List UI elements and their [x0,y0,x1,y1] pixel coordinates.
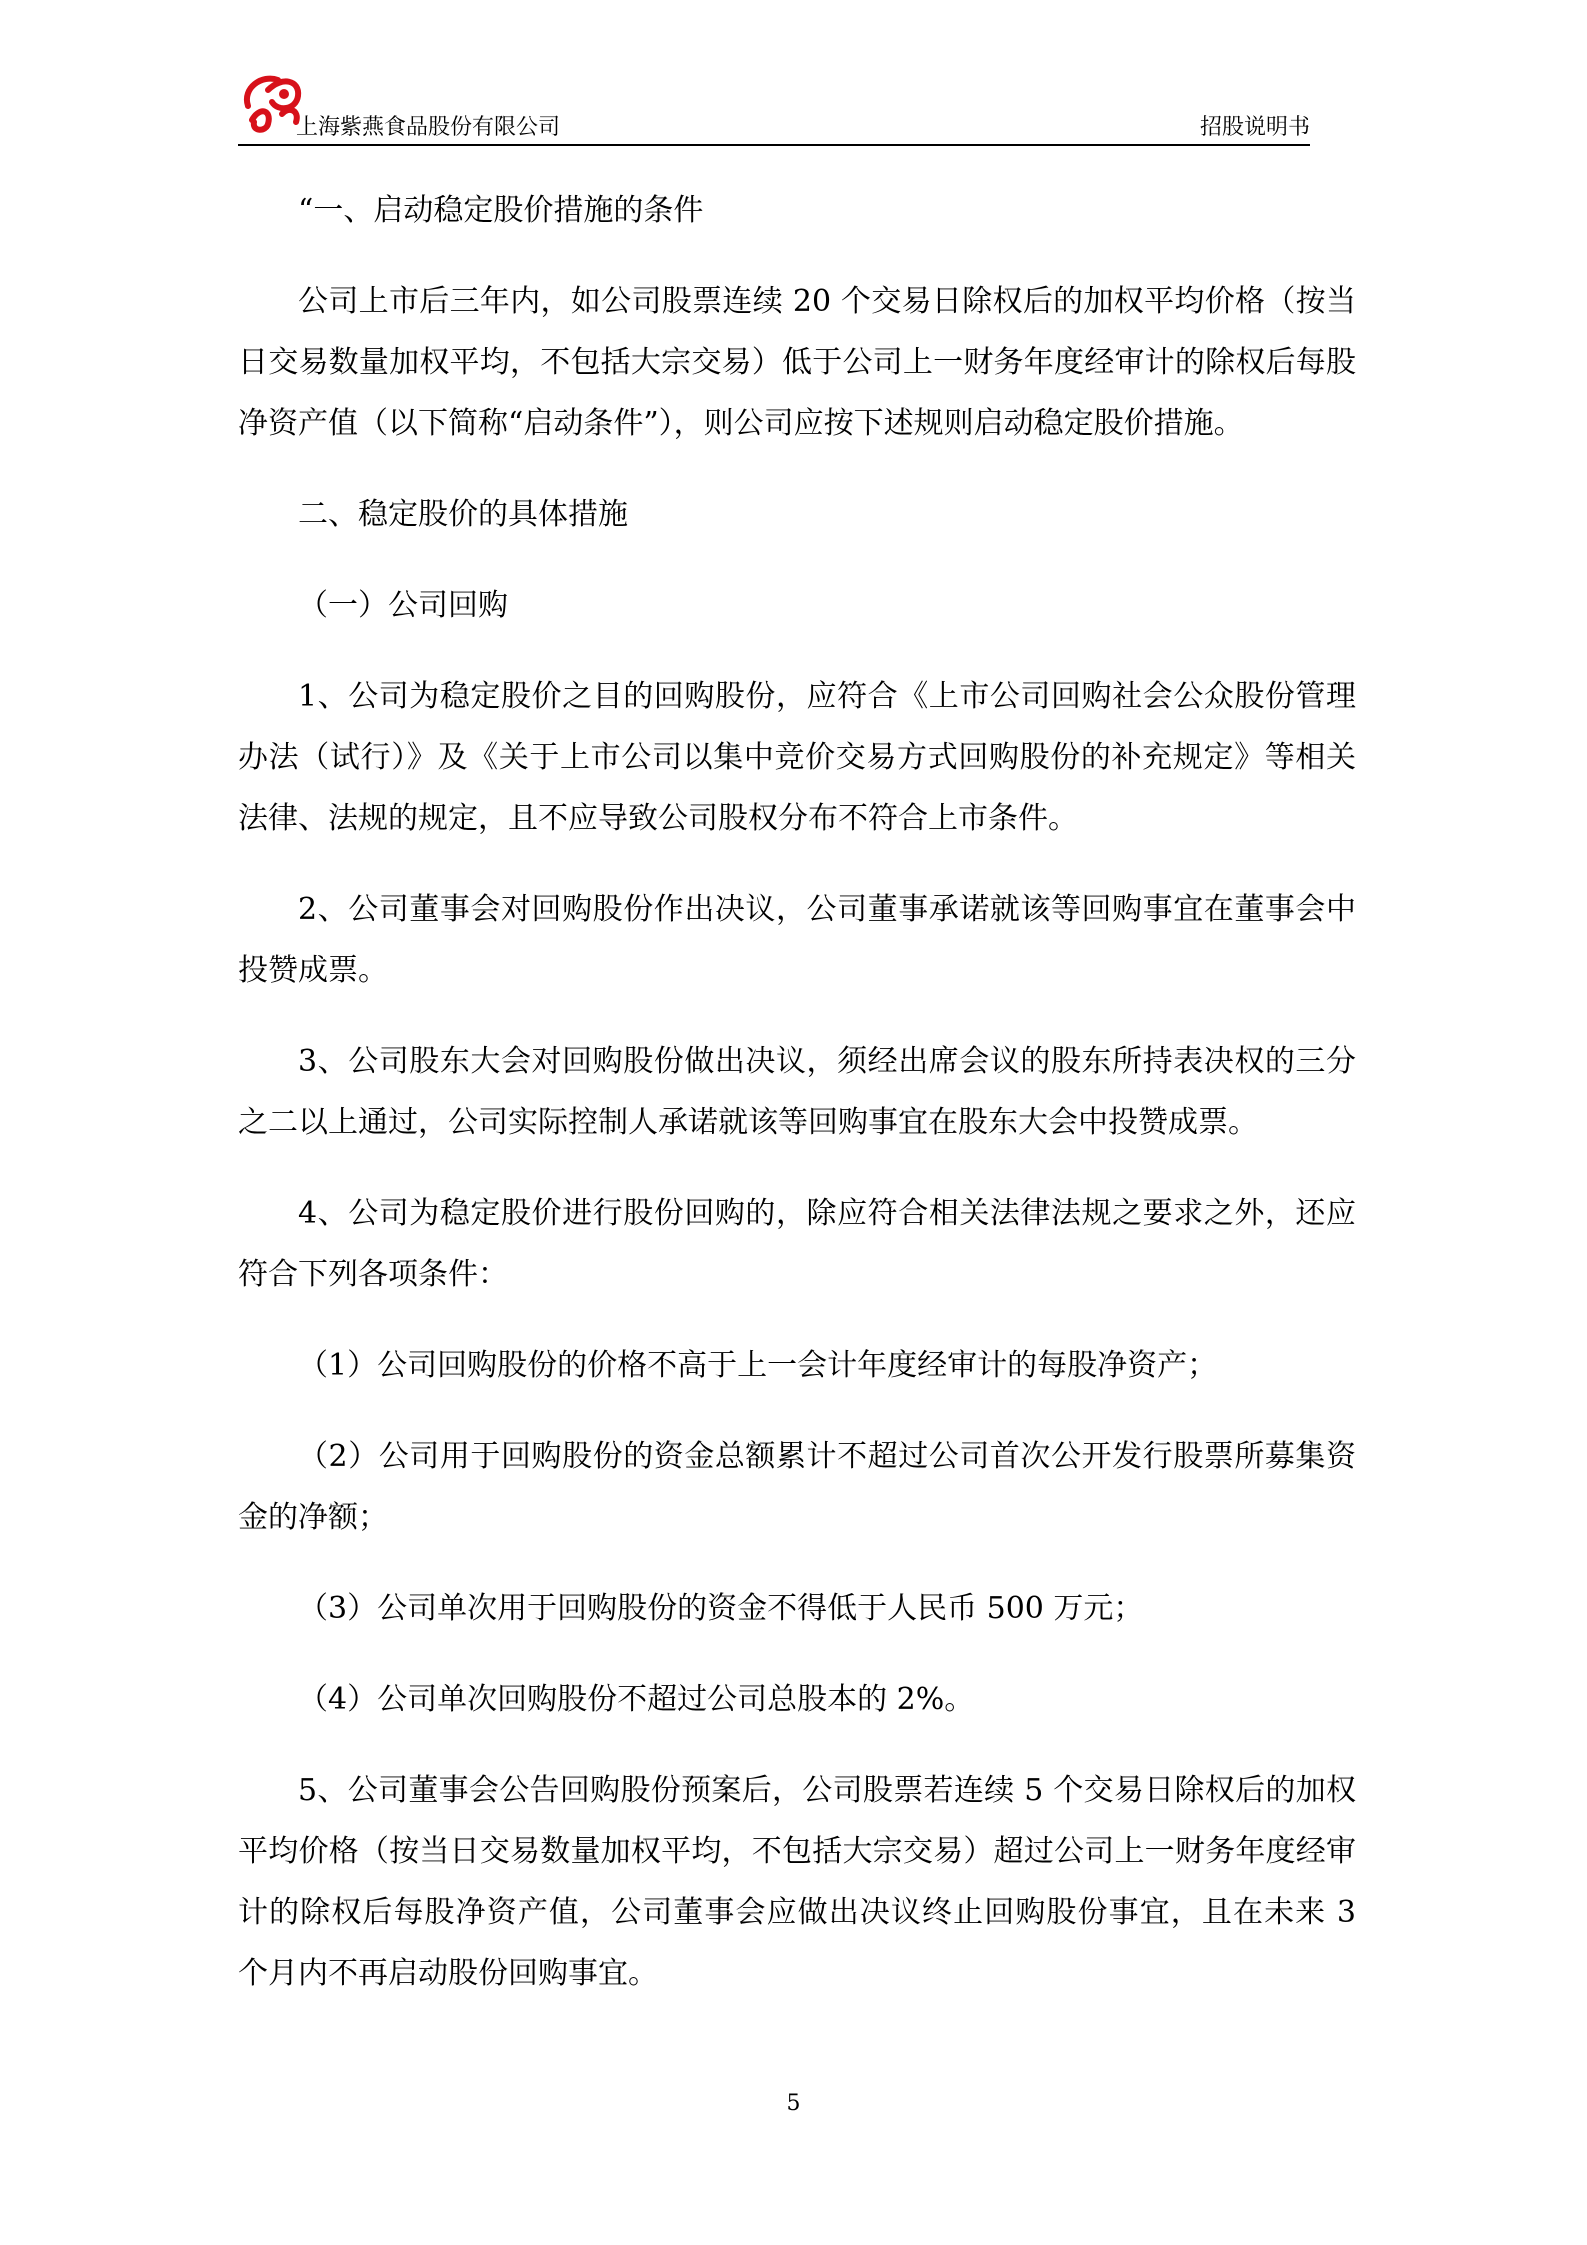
page-number: 5 [786,2091,801,2116]
paragraph: （2）公司用于回购股份的资金总额累计不超过公司首次公开发行股票所募集资金的净额； [238,1439,1356,1535]
paragraph: 4、公司为稳定股价进行股份回购的，除应符合相关法律法规之要求之外，还应符合下列各项条件： [238,1196,1356,1292]
paragraph: 1、公司为稳定股价之目的回购股份，应符合《上市公司回购社会公众股份管理办法（试行）》及《关于上市公司以集中竞价交易方式回购股份的补充规定》等相关法律、法规的规定，且不应导致公司股权分布不符合上市条件。 [238,679,1356,836]
paragraph: 二、稳定股价的具体措施 [298,497,628,532]
paragraph: 3、公司股东大会对回购股份做出决议，须经出席会议的股东所持表决权的三分之二以上通过，公司实际控制人承诺就该等回购事宜在股东大会中投赞成票。 [238,1044,1356,1140]
paragraph: （3）公司单次用于回购股份的资金不得低于人民币 500 万元； [298,1591,1144,1626]
paragraph: 公司上市后三年内，如公司股票连续 20 个交易日除权后的加权平均价格（按当日交易数量加权平均，不包括大宗交易）低于公司上一财务年度经审计的除权后每股净资产值（以下简称“启动条件”），则公司应按下述规则启动稳定股价措施。 [238,284,1356,441]
document-body [238,180,1356,2034]
paragraph: “一、启动稳定股价措施的条件 [298,193,704,228]
paragraph: （4）公司单次回购股份不超过公司总股本的 2%。 [298,1682,975,1717]
document-type: 招股说明书 [1199,115,1310,140]
company-name: 上海紫燕食品股份有限公司 [296,115,561,140]
paragraph: （一）公司回购 [298,588,508,623]
header-rule [238,144,1310,146]
paragraph: 5、公司董事会公告回购股份预案后，公司股票若连续 5 个交易日除权后的加权平均价格（按当日交易数量加权平均，不包括大宗交易）超过公司上一财务年度经审计的除权后每股净资产值，公司董事会应做出决议终止回购股份事宜，且在未来 3 个月内不再启动股份回购事宜。 [238,1773,1356,1991]
page-header [238,66,1310,148]
paragraph: 2、公司董事会对回购股份作出决议，公司董事承诺就该等回购事宜在董事会中投赞成票。 [238,892,1356,988]
paragraph: （1）公司回购股份的价格不高于上一会计年度经审计的每股净资产； [298,1348,1218,1383]
